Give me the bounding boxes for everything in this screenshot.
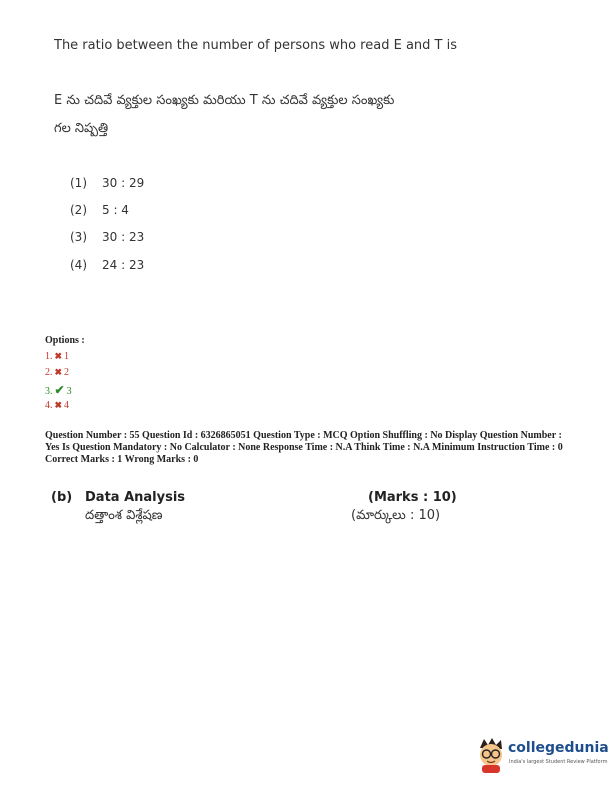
choice-2 — [70, 203, 129, 217]
option-value: 3 — [66, 386, 72, 397]
logo-name: collegedunia — [508, 740, 609, 756]
cross-icon: ✖ — [54, 351, 63, 361]
choice-number: (4) — [70, 258, 87, 272]
section-title: Data Analysis — [85, 490, 186, 505]
question-english: The ratio between the number of persons who read E and T is — [54, 38, 457, 53]
option-item-3 — [45, 383, 72, 398]
choice-1 — [70, 176, 144, 190]
choice-number: (1) — [70, 176, 87, 190]
section-letter: (b) — [51, 490, 73, 505]
logo-tagline: India's largest Student Review Platform — [509, 759, 608, 765]
option-item-1 — [45, 351, 69, 362]
option-label: 1. — [45, 351, 53, 362]
question-metadata — [45, 430, 570, 466]
option-label: 2. — [45, 367, 53, 378]
choice-number: (2) — [70, 203, 87, 217]
options-title: Options : — [45, 335, 85, 346]
option-value: 2 — [64, 367, 70, 378]
metadata-marks: Correct Marks : 1 Wrong Marks : 0 — [45, 454, 199, 465]
option-item-4 — [45, 400, 69, 411]
section-marks: (Marks : 10) — [368, 490, 457, 505]
option-label: 3. — [45, 386, 53, 397]
option-item-2 — [45, 367, 69, 378]
choice-text: 5 : 4 — [102, 203, 129, 217]
option-label: 4. — [45, 400, 53, 411]
check-icon: ✔ — [54, 383, 65, 397]
cross-icon: ✖ — [54, 367, 63, 377]
option-value: 1 — [64, 351, 70, 362]
choice-text: 24 : 23 — [102, 258, 145, 272]
section-marks-telugu: (మార్కులు : 10) — [351, 508, 441, 523]
question-telugu-line2: గల నిష్పత్తి — [54, 121, 109, 136]
choice-text: 30 : 23 — [102, 230, 145, 244]
choice-4 — [70, 258, 144, 272]
cross-icon: ✖ — [54, 400, 63, 410]
question-telugu-line1: E ను చదివే వ్యక్తుల సంఖ్యకు మరియు T ను చదివే వ్యక్తుల సంఖ్యకు — [54, 93, 395, 108]
option-value: 4 — [64, 400, 70, 411]
mascot-icon — [480, 738, 502, 773]
section-title-telugu: దత్తాంశ విశ్లేషణ — [85, 508, 163, 523]
choice-3 — [70, 230, 144, 244]
choice-text: 30 : 29 — [102, 176, 145, 190]
choice-number: (3) — [70, 230, 87, 244]
metadata-details: Question Number : 55 Question Id : 6326865051 Question Type : MCQ Option Shuffling : No Display Question Number : Yes Is Question Mandatory : No Calculator : None Response Time : N.A Think Time : N.A Minimum Instruction Time : 0 — [45, 430, 563, 453]
